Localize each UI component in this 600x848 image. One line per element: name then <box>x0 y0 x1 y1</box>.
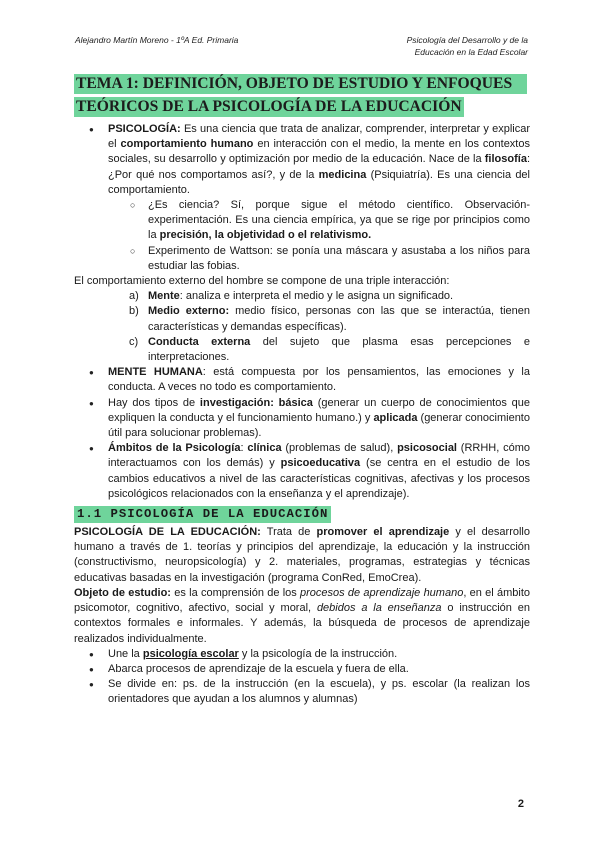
text: y la psicología de la instrucción. <box>238 647 398 660</box>
bullet-une <box>74 647 530 662</box>
list-item-conducta-externa <box>74 335 530 365</box>
header-course-line1: Psicología del Desarrollo y de la <box>406 35 528 45</box>
page-number: 2 <box>517 798 524 810</box>
text: (problemas de salud), <box>281 442 398 455</box>
text: del sujeto que plasma esas percepciones e interpretaciones. <box>148 335 530 364</box>
bold-text: Objeto de estudio: <box>74 586 171 599</box>
paragraph-objeto-estudio <box>74 586 530 647</box>
italic-text: debidos a la enseñanza <box>316 602 442 615</box>
text: ¿Es ciencia? Sí, porque sigue el método científico. Observación-experimentación. Es una ciencia empírica, ya que se rige por principios como la <box>148 199 530 242</box>
text: : ¿Por qué nos comportamos así?, y de la <box>108 153 530 181</box>
page-title <box>74 74 534 117</box>
sub-bullet-ciencia <box>74 198 530 244</box>
text: (Psiquiatría). Es una ciencia del comportamiento. <box>108 168 530 196</box>
text: : <box>240 442 248 455</box>
text: (generar un cuerpo de conocimientos que expliquen la conducta y el funcionamiento humano.) y <box>108 396 530 424</box>
sub-bullet-wattson <box>74 244 530 274</box>
bullet-mente-humana <box>74 365 530 395</box>
bullet-ambitos <box>74 441 530 502</box>
bullet-investigacion <box>74 396 530 442</box>
text: Abarca procesos de aprendizaje de la escuela y fuera de ella. <box>108 662 409 675</box>
bold-text: psicosocial <box>397 442 457 455</box>
text: : está compuesta por los pensamientos, las emociones y la conducta. A veces no todo es comportamiento. <box>108 366 530 394</box>
bold-text: Ámbitos de la Psicología <box>108 442 241 455</box>
text: y el desarrollo humano a través de 1. teorías y principios del aprendizaje, la educación y la instrucción (constructivismo, neuropsicología) y 2. materiales, programas, estrategias y técnicas educativas basadas en la investigación (programa ConRed, EmoCrea). <box>74 526 530 584</box>
text: o instrucción en contextos formales e informales. Y además, la búsqueda de procesos de aprendizaje realizados individualmente. <box>74 602 530 645</box>
italic-text: procesos de aprendizaje humano <box>300 586 464 599</box>
text: en interacción con el medio, la mente en los contextos sociales, su desarrollo y optimización por medio de la educación. Nace de la <box>108 138 530 166</box>
list-letter: b) <box>129 305 139 318</box>
document-body <box>74 122 530 708</box>
text: , en el ámbito psicomotor, cognitivo, afectivo, social y moral, <box>74 586 530 615</box>
bold-text: investigación: básica <box>199 396 313 409</box>
list-letter: c) <box>129 335 139 348</box>
term: PSICOLOGÍA: <box>108 123 181 135</box>
text: (generar conocimiento útil para solucionar problemas). <box>108 411 530 440</box>
bold-text: psicoeducativa <box>280 457 361 470</box>
text: (RRHH, cómo interactuamos con los demás) y <box>108 442 531 470</box>
term: Medio externo: <box>148 305 230 318</box>
bullet-divide <box>74 677 530 707</box>
list-item-medio-externo <box>74 304 530 334</box>
bold-text: medicina <box>318 168 367 181</box>
header-author: Alejandro Martín Moreno - 1ºA Ed. Primaria <box>75 35 239 45</box>
text: medio físico, personas con las que se interactúa, tienen características y demandas específicas). <box>148 305 530 333</box>
list-letter: a) <box>129 290 139 303</box>
bold-text: aplicada <box>373 411 418 424</box>
header-course-line2: Educación en la Edad Escolar <box>414 47 528 57</box>
section-heading: 1.1 PSICOLOGÍA DE LA EDUCACIÓN <box>74 506 331 523</box>
text: Trata de <box>260 526 317 539</box>
text: Es una ciencia que trata de analizar, comprender, interpretar y explicar el <box>108 123 530 151</box>
bold-text: comportamiento humano <box>120 138 254 151</box>
bold-text: clínica <box>247 442 282 455</box>
bold-text: PSICOLOGÍA DE LA EDUCACIÓN: <box>74 526 261 539</box>
underlined-bold-text: psicología escolar <box>142 647 239 660</box>
list-item-mente <box>74 289 530 304</box>
bullet-psicologia <box>74 122 530 198</box>
bold-text: promover el aprendizaje <box>316 526 450 539</box>
bold-text: precisión, la objetividad o el relativismo. <box>159 229 372 242</box>
text: (se centra en el estudio de los cambios educativos a nivel de las características cognitivas, afectivas y los procesos psicológicos relacionados con la enseñanza y el aprendizaje). <box>108 457 530 500</box>
paragraph-comportamiento-externo: El comportamiento externo del hombre se compone de una triple interacción: <box>74 275 450 288</box>
title-line-1: TEMA 1: DEFINICIÓN, OBJETO DE ESTUDIO Y ENFOQUES <box>74 74 527 94</box>
term: Conducta externa <box>148 335 251 348</box>
text: Experimento de Wattson: se ponía una máscara y asustaba a los niños para estudiar las fobias. <box>148 244 530 272</box>
text: es la comprensión de los <box>170 586 301 599</box>
text: : analiza e interpreta el medio y le asigna un significado. <box>179 290 454 303</box>
bullet-abarca <box>74 662 530 677</box>
paragraph-psicologia-educacion <box>74 525 530 586</box>
header-course <box>407 34 528 58</box>
text: Se divide en: ps. de la instrucción (en la escuela), y ps. escolar (la realizan los orientadores que ayudan a los alumnos y alumnas) <box>108 678 530 706</box>
term: Mente <box>148 290 180 303</box>
term: MENTE HUMANA <box>108 366 203 379</box>
text: Une la <box>108 647 143 660</box>
bold-text: filosofía <box>484 153 527 166</box>
title-line-2: TEÓRICOS DE LA PSICOLOGÍA DE LA EDUCACIÓN <box>76 98 462 115</box>
text: Hay dos tipos de <box>108 396 200 409</box>
